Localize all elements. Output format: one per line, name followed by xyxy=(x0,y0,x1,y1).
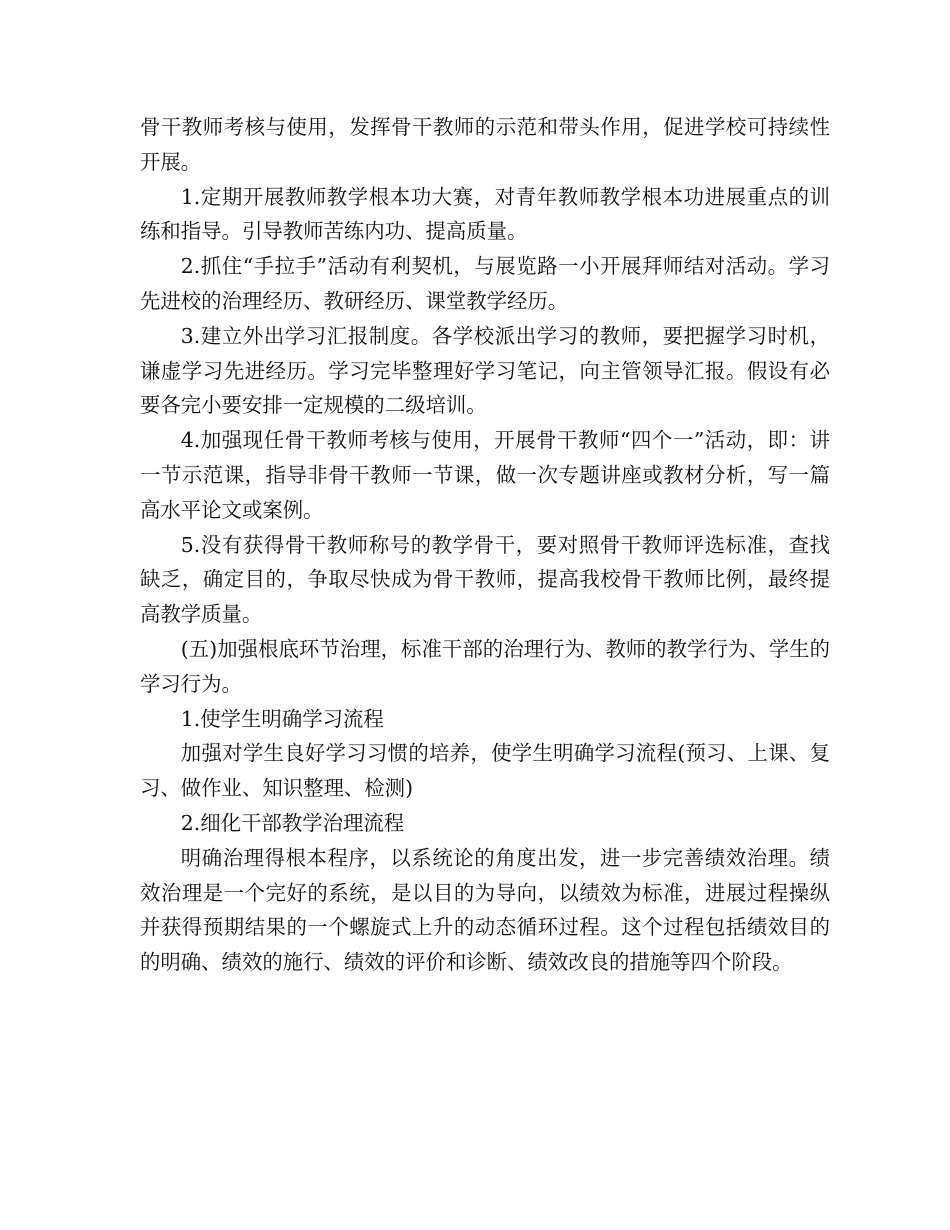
paragraph-item-5: 5.没有获得骨干教师称号的教学骨干，要对照骨干教师评选标准，查找缺乏，确定目的，争取尽快成为骨干教师，提高我校骨干教师比例，最终提高教学质量。 xyxy=(140,532,830,627)
paragraph-item-4: 4.加强现任骨干教师考核与使用，开展骨干教师“四个一”活动，即：讲一节示范课，指导非骨干教师一节课，做一次专题讲座或教材分析，写一篇高水平论文或案例。 xyxy=(140,428,830,522)
subheading-management-process: 2.细化干部教学治理流程 xyxy=(180,810,405,835)
paragraph-item-2: 2.抓住“手拉手”活动有利契机，与展览路一小开展拜师结对活动。学习先进校的治理经历、教研经历、课堂教学经历。 xyxy=(140,254,830,313)
section-heading-five: (五)加强根底环节治理，标准干部的治理行为、教师的教学行为、学生的学习行为。 xyxy=(140,636,830,696)
document-body xyxy=(140,110,830,980)
paragraph-continuation: 骨干教师考核与使用，发挥骨干教师的示范和带头作用，促进学校可持续性开展。 xyxy=(140,115,830,174)
paragraph-item-3: 3.建立外出学习汇报制度。各学校派出学习的教师，要把握学习时机，谦虚学习先进经历。学习完毕整理好学习笔记，向主管领导汇报。假设有必要各完小要安排一定规模的二级培训。 xyxy=(140,323,830,418)
paragraph-learning-habits: 加强对学生良好学习习惯的培养，使学生明确学习流程(预习、上课、复习、做作业、知识整理、检测) xyxy=(140,741,830,801)
paragraph-item-1: 1.定期开展教师教学根本功大赛，对青年教师教学根本功进展重点的训练和指导。引导教师苦练内功、提高质量。 xyxy=(140,184,830,244)
paragraph-performance-management: 明确治理得根本程序，以系统论的角度出发，进一步完善绩效治理。绩效治理是一个完好的系统，是以目的为导向，以绩效为标准，进展过程操纵并获得预期结果的一个螺旋式上升的动态循环过程。这个过程包括绩效目的的明确、绩效的施行、绩效的评价和诊断、绩效改良的措施等四个阶段。 xyxy=(140,845,830,975)
subheading-learning-process: 1.使学生明确学习流程 xyxy=(180,706,384,731)
